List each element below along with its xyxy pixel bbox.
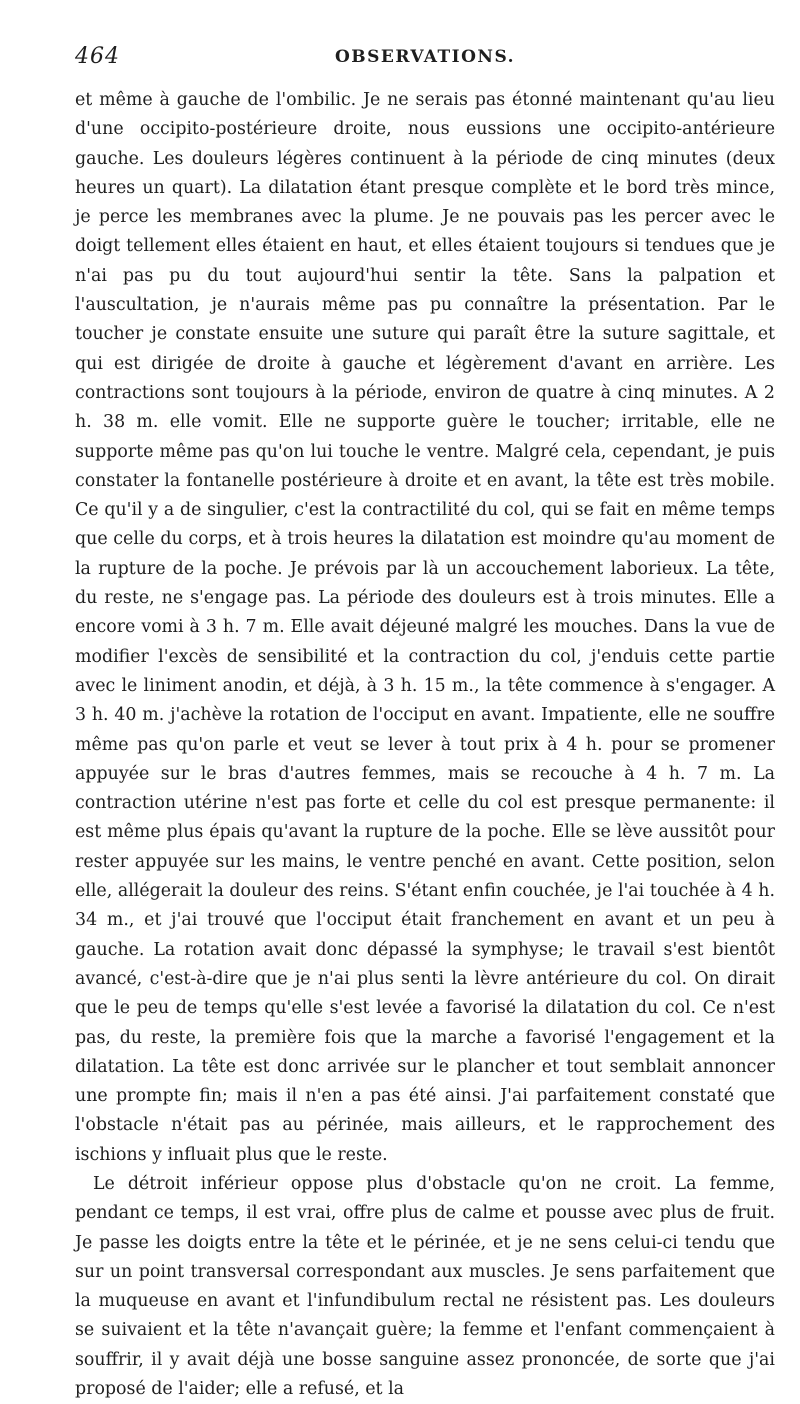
page-header (75, 44, 775, 74)
body-text (75, 86, 775, 1404)
page-number: 464 (75, 44, 120, 69)
paragraph-2: Le détroit inférieur oppose plus d'obstacle qu'on ne croit. La femme, pendant ce temps, il est vrai, offre plus de calme et pousse avec plus de fruit. Je passe les doigts entre la tête et le périnée, et je ne sens celui-ci tendu que sur un point transversal correspondant aux muscles. Je sens parfaitement que la muqueuse en avant et l'infundibulum rectal ne résistent pas. Les douleurs se suivaient et la tête n'avançait guère; la femme et l'enfant commençaient à souffrir, il y avait déjà une bosse sanguine assez prononcée, de sorte que j'ai proposé de l'aider; elle a refusé, et la (75, 1173, 775, 1400)
paragraph-1: et même à gauche de l'ombilic. Je ne serais pas étonné maintenant qu'au lieu d'une occipito-postérieure droite, nous eussions une occipito-antérieure gauche. Les douleurs légères continuent à la période de cinq minutes (deux heures un quart). La dilatation étant presque complète et le bord très mince, je perce les membranes avec la plume. Je ne pouvais pas les percer avec le doigt tellement elles étaient en haut, et elles étaient toujours si tendues que je n'ai pas pu du tout aujourd'hui sentir la tête. Sans la palpation et l'auscultation, je n'aurais même pas pu connaître la présentation. Par le toucher je constate ensuite une suture qui paraît être la suture sagittale, et qui est dirigée de droite à gauche et légèrement d'avant en arrière. Les contractions sont toujours à la période, environ de quatre à cinq minutes. A 2 h. 38 m. elle vomit. Elle ne supporte guère le toucher; irritable, elle ne supporte même pas qu'on lui touche le ventre. Malgré cela, cependant, je puis constater la fontanelle postérieure à droite et en avant, la tête est très mobile. Ce qu'il y a de singulier, c'est la contractilité du col, qui se fait en même temps que celle du corps, et à trois heures la dilatation est moindre qu'au moment de la rupture de la poche. Je prévois par là un accouchement laborieux. La tête, du reste, ne s'engage pas. La période des douleurs est à trois minutes. Elle a encore vomi à 3 h. 7 m. Elle avait déjeuné malgré les mouches. Dans la vue de modifier l'excès de sensibilité et la contraction du col, j'enduis cette partie avec le liniment anodin, et déjà, à 3 h. 15 m., la tête commence à s'engager. A 3 h. 40 m. j'achève la rotation de l'occiput en avant. Impatiente, elle ne souffre même pas qu'on parle et veut se lever à tout prix à 4 h. pour se promener appuyée sur le bras d'autres femmes, mais se recouche à 4 h. 7 m. La contraction utérine n'est pas forte et celle du col est presque permanente: il est même plus épais qu'avant la rupture de la poche. Elle se lève aussitôt pour rester appuyée sur les mains, le ventre penché en avant. Cette position, selon elle, allégerait la douleur des reins. S'étant enfin couchée, je l'ai touchée à 4 h. 34 m., et j'ai trouvé que l'occiput était franchement en avant et un peu à gauche. La rotation avait donc dépassé la symphyse; le travail s'est bientôt avancé, c'est-à-dire que je n'ai plus senti la lèvre antérieure du col. On dirait que le peu de temps qu'elle s'est levée a favorisé la dilatation du col. Ce n'est pas, du reste, la première fois que la marche a favorisé l'engagement et la dilatation. La tête est donc arrivée sur le plancher et tout semblait annoncer une prompte fin; mais il n'en a pas été ainsi. J'ai parfaitement constaté que l'obstacle n'était pas au périnée, mais ailleurs, et le rapprochement des ischions y influait plus que le reste. (75, 90, 775, 1165)
running-title: OBSERVATIONS. (334, 47, 516, 67)
